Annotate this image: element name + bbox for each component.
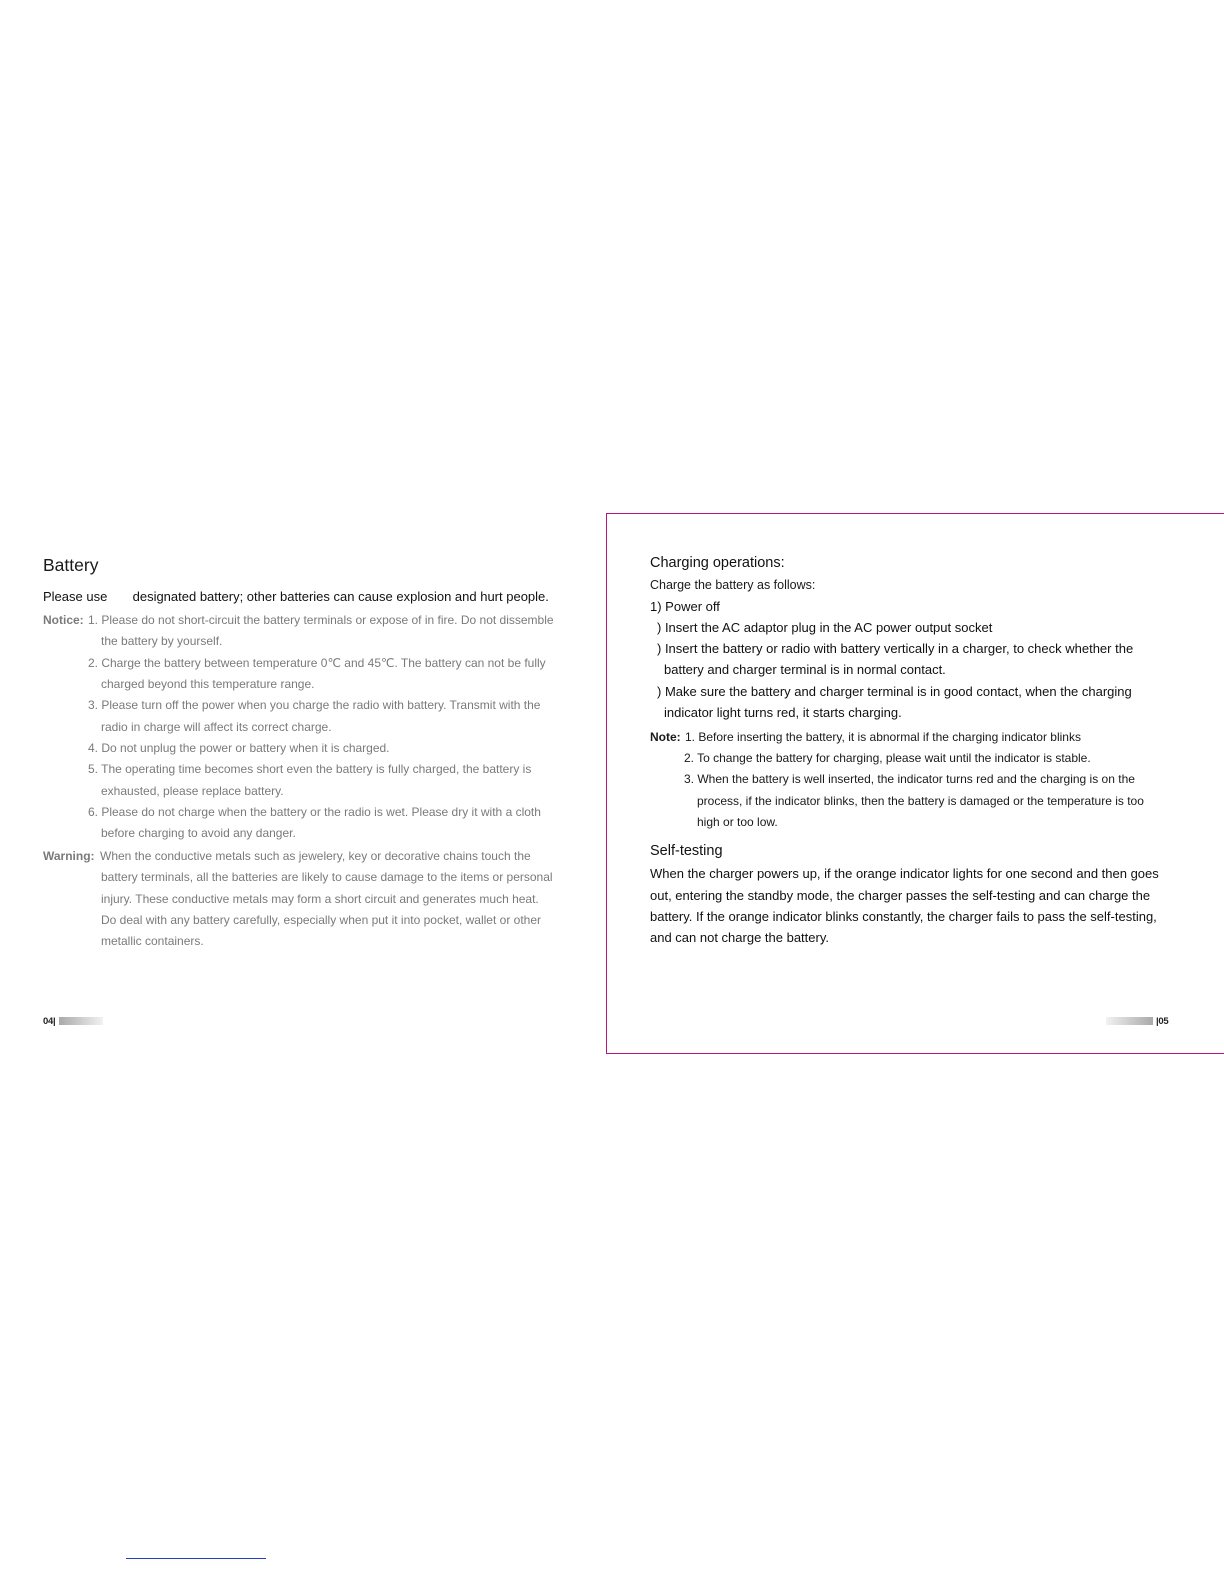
battery-intro: Please use designated battery; other batteries can cause explosion and hurt people. [43,589,549,604]
self-testing-line-2: out, entering the standby mode, the charger passes the self-testing and can charge the [650,888,1151,903]
note-line-1: 1. Before inserting the battery, it is abnormal if the charging indicator blinks [685,730,1081,744]
page-number-left: 04| [43,1016,56,1027]
notice-line-2: the battery by yourself. [101,634,223,648]
battery-title: Battery [43,555,99,575]
note-line-4: process, if the indicator blinks, then the battery is damaged or the temperature is too [697,794,1144,808]
step-line-6: indicator light turns red, it starts charging. [664,705,902,720]
warning-line-2: battery terminals, all the batteries are likely to cause damage to the items or personal [101,870,553,884]
self-testing-title: Self-testing [650,843,723,859]
self-testing-line-1: When the charger powers up, if the orange indicator lights for one second and then goes [650,866,1159,881]
notice-line-4: charged beyond this temperature range. [101,677,315,691]
notice-line-11: before charging to avoid any danger. [101,826,296,840]
notice-line-6: radio in charge will affect its correct charge. [101,720,332,734]
step-line-4: battery and charger terminal is in normal contact. [664,662,946,677]
note-label: Note: [650,730,681,744]
page-bar-left [59,1017,103,1025]
notice-line-10: 6. Please do not charge when the battery or the radio is wet. Please dry it with a cloth [88,805,541,819]
warning-line-3: injury. These conductive metals may form a short circuit and generates much heat. [101,892,539,906]
charging-intro: Charge the battery as follows: [650,578,816,592]
notice-label: Notice: [43,613,84,627]
notice-line-3: 2. Charge the battery between temperature 0℃ and 45℃. The battery can not be fully [88,656,546,670]
warning-line-5: metallic containers. [101,934,204,948]
self-testing-line-3: battery. If the orange indicator blinks constantly, the charger fails to pass the self-testing, [650,909,1157,924]
notice-line-5: 3. Please turn off the power when you charge the radio with battery. Transmit with the [88,698,541,712]
step-line-3: ) Insert the battery or radio with battery vertically in a charger, to check whether the [657,641,1134,656]
bottom-rule [126,1558,266,1559]
warning-label: Warning: [43,849,95,863]
notice-line-7: 4. Do not unplug the power or battery when it is charged. [88,741,390,755]
step-line-2: ) Insert the AC adaptor plug in the AC power output socket [657,620,993,635]
warning-line-4: Do deal with any battery carefully, especially when put it into pocket, wallet or other [101,913,542,927]
note-line-2: 2. To change the battery for charging, please wait until the indicator is stable. [684,751,1091,765]
page-bar-right [1106,1017,1153,1025]
note-line-3: 3. When the battery is well inserted, the indicator turns red and the charging is on the [684,772,1135,786]
step-line-1: 1) Power off [650,599,720,614]
notice-line-1: 1. Please do not short-circuit the battery terminals or expose of in fire. Do not dissemble [88,613,554,627]
step-line-5: ) Make sure the battery and charger terminal is in good contact, when the charging [657,684,1132,699]
notice-line-8: 5. The operating time becomes short even the battery is fully charged, the battery is [88,762,532,776]
warning-line-1: When the conductive metals such as jewelery, key or decorative chains touch the [100,849,531,863]
self-testing-line-4: and can not charge the battery. [650,930,829,945]
note-line-5: high or too low. [697,815,778,829]
charging-operations-title: Charging operations: [650,555,785,571]
page-number-right: |05 [1156,1016,1169,1027]
notice-line-9: exhausted, please replace battery. [101,784,284,798]
